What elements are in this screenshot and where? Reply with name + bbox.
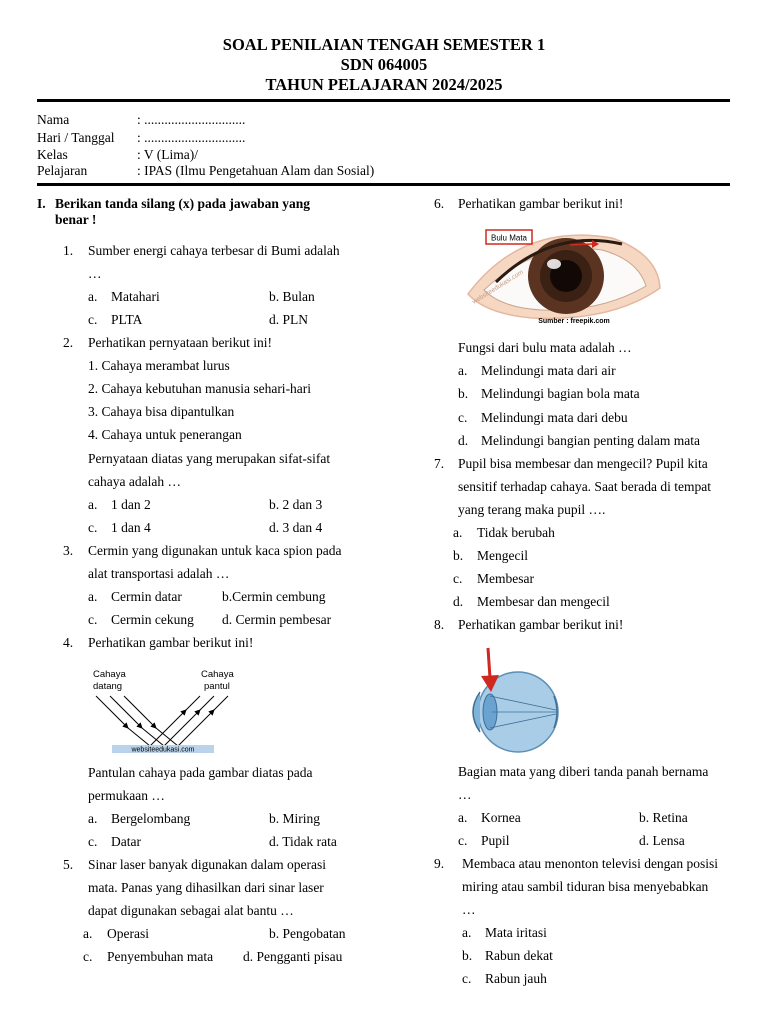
q6-option-d: Melindungi bangian penting dalam mata [481, 433, 700, 448]
q3-number: 3. [63, 543, 74, 558]
q4-option-c-letter: c. [88, 834, 98, 849]
label-arrow [570, 244, 592, 245]
q9-option-b: Rabun dekat [485, 948, 553, 963]
q3-text-2: alat transportasi adalah … [88, 566, 230, 581]
q8-number: 8. [434, 617, 445, 632]
eyelash-eye-image [462, 224, 666, 328]
q3-option-c: Cermin cekung [111, 612, 194, 627]
q8-option-b: b. Retina [639, 810, 688, 825]
q5-option-c-letter: c. [83, 949, 93, 964]
reflection-diagram [88, 664, 248, 756]
q6-option-a: Melindungi mata dari air [481, 363, 616, 378]
bulu-mata-label: Bulu Mata [490, 233, 528, 243]
q7-text-3: yang terang maka pupil …. [458, 502, 606, 517]
q7-option-d-letter: d. [453, 594, 464, 609]
image-watermark: websiteedukasi.com [471, 268, 525, 306]
q6-option-c: Melindungi mata dari debu [481, 410, 628, 425]
q8-text-1: Perhatikan gambar berikut ini! [458, 617, 624, 632]
q5-option-a-letter: a. [83, 926, 93, 941]
q2-option-c-letter: c. [88, 520, 98, 535]
q4-option-a-letter: a. [88, 811, 98, 826]
q2-text-1: Perhatikan pernyataan berikut ini! [88, 335, 273, 350]
q2-option-a-letter: a. [88, 497, 98, 512]
nama-label: Nama [37, 112, 70, 127]
q1-text-2: … [88, 266, 102, 281]
q4-option-b: b. Miring [269, 811, 321, 826]
q5-option-c: Penyembuhan mata [107, 949, 214, 964]
eye-anatomy-image [462, 644, 562, 756]
q1-text-1: Sumber energi cahaya terbesar di Bumi adalah [88, 243, 340, 258]
q7-option-b: Mengecil [477, 548, 528, 563]
reflected-rays [150, 696, 228, 746]
q4-text-3: permukaan … [88, 788, 165, 803]
q8-option-a: Kornea [481, 810, 521, 825]
title-line-2: SDN 064005 [340, 55, 428, 74]
q5-option-b: b. Pengobatan [269, 926, 346, 941]
q2-option-d: d. 3 dan 4 [269, 520, 323, 535]
q6-number: 6. [434, 196, 445, 211]
image-source: Sumber : freepik.com [538, 318, 610, 325]
q9-number: 9. [434, 856, 445, 871]
q6-option-b: Melindungi bagian bola mata [481, 386, 640, 401]
header-rule [37, 99, 730, 102]
q9-text-3: … [462, 902, 476, 917]
q1-option-a-letter: a. [88, 289, 98, 304]
q9-option-c: Rabun jauh [485, 971, 547, 986]
q4-option-c: Datar [111, 834, 141, 849]
info-rule [37, 183, 730, 186]
q1-option-c-letter: c. [88, 312, 98, 327]
diagram-label-pantul: pantul [204, 681, 230, 692]
pelajaran-field: : IPAS (Ilmu Pengetahuan Alam dan Sosial) [137, 163, 375, 178]
q6-option-a-letter: a. [458, 363, 468, 378]
q3-option-b: b.Cermin cembung [222, 589, 326, 604]
q9-option-b-letter: b. [462, 948, 473, 963]
q7-option-d: Membesar dan mengecil [477, 594, 610, 609]
q3-option-a-letter: a. [88, 589, 98, 604]
q5-text-1: Sinar laser banyak digunakan dalam operasi [88, 857, 327, 872]
q7-text-2: sensitif terhadap cahaya. Saat berada di tempat [458, 479, 712, 494]
q9-text-2: miring atau sambil tiduran bisa menyebabkan [462, 879, 709, 894]
q7-number: 7. [434, 456, 445, 471]
q4-text-1: Perhatikan gambar berikut ini! [88, 635, 254, 650]
q2-number: 2. [63, 335, 74, 350]
q9-option-a: Mata iritasi [485, 925, 547, 940]
q9-option-c-letter: c. [462, 971, 472, 986]
nama-field: : .............................. [137, 112, 246, 127]
q6-option-c-letter: c. [458, 410, 468, 425]
red-arrow-shaft [488, 648, 490, 678]
q2-statement-3: 3. Cahaya bisa dipantulkan [88, 404, 235, 419]
q3-text-1: Cermin yang digunakan untuk kaca spion pada [88, 543, 342, 558]
section-number: I. [37, 196, 46, 211]
q9-option-a-letter: a. [462, 925, 472, 940]
q1-option-c: PLTA [111, 312, 143, 327]
q5-option-a: Operasi [107, 926, 149, 941]
q3-option-d: d. Cermin pembesar [222, 612, 332, 627]
q3-option-c-letter: c. [88, 612, 98, 627]
q2-option-b: b. 2 dan 3 [269, 497, 323, 512]
cornea [473, 692, 480, 732]
q6-option-d-letter: d. [458, 433, 469, 448]
q2-statement-2: 2. Cahaya kebutuhan manusia sehari-hari [88, 381, 312, 396]
pelajaran-label: Pelajaran [37, 163, 88, 178]
incident-rays [96, 696, 178, 746]
q1-option-d: d. PLN [269, 312, 309, 327]
q7-option-a: Tidak berubah [477, 525, 555, 540]
q2-statement-1: 1. Cahaya merambat lurus [88, 358, 230, 373]
q8-option-d: d. Lensa [639, 833, 685, 848]
q2-text-3: cahaya adalah … [88, 474, 181, 489]
q4-option-d: d. Tidak rata [269, 834, 337, 849]
q5-text-3: dapat digunakan sebagai alat bantu … [88, 903, 294, 918]
q5-number: 5. [63, 857, 74, 872]
q2-option-a: 1 dan 2 [111, 497, 151, 512]
q1-number: 1. [63, 243, 74, 258]
title-line-1: SOAL PENILAIAN TENGAH SEMESTER 1 [222, 35, 546, 54]
q7-option-b-letter: b. [453, 548, 464, 563]
diagram-label-cahaya-1: Cahaya [93, 669, 126, 680]
q6-option-b-letter: b. [458, 386, 469, 401]
q6-text-1: Perhatikan gambar berikut ini! [458, 196, 624, 211]
q8-option-a-letter: a. [458, 810, 468, 825]
q5-option-d: d. Pengganti pisau [243, 949, 343, 964]
q1-option-b: b. Bulan [269, 289, 315, 304]
q1-option-a: Matahari [111, 289, 160, 304]
section-instruction-2: benar ! [55, 212, 97, 227]
q2-statement-4: 4. Cahaya untuk penerangan [88, 427, 242, 442]
q5-text-2: mata. Panas yang dihasilkan dari sinar laser [88, 880, 324, 895]
hari-field: : .............................. [137, 130, 246, 145]
q3-option-a: Cermin datar [111, 589, 182, 604]
section-instruction-1: Berikan tanda silang (x) pada jawaban yang [55, 196, 311, 211]
q2-text-2: Pernyataan diatas yang merupakan sifat-sifat [88, 451, 331, 466]
diagram-source: websiteedukasi.com [131, 746, 195, 754]
q8-option-c-letter: c. [458, 833, 468, 848]
q4-option-a: Bergelombang [111, 811, 191, 826]
diagram-label-cahaya-2: Cahaya [201, 669, 234, 680]
q4-text-2: Pantulan cahaya pada gambar diatas pada [88, 765, 313, 780]
q2-option-c: 1 dan 4 [111, 520, 151, 535]
kelas-field: : V (Lima)/ [137, 147, 198, 162]
title-line-3: TAHUN PELAJARAN 2024/2025 [265, 75, 503, 94]
diagram-label-datang: datang [93, 681, 123, 692]
kelas-label: Kelas [37, 147, 68, 162]
q7-option-c-letter: c. [453, 571, 463, 586]
q8-text-2: Bagian mata yang diberi tanda panah bernama [458, 764, 709, 779]
q8-text-3: … [458, 787, 472, 802]
q8-option-c: Pupil [481, 833, 510, 848]
q7-option-c: Membesar [477, 571, 534, 586]
hari-label: Hari / Tanggal [37, 130, 115, 145]
q6-text-2: Fungsi dari bulu mata adalah … [458, 340, 632, 355]
q7-option-a-letter: a. [453, 525, 463, 540]
q7-text-1: Pupil bisa membesar dan mengecil? Pupil kita [458, 456, 708, 471]
q4-number: 4. [63, 635, 74, 650]
q9-text-1: Membaca atau menonton televisi dengan posisi [462, 856, 719, 871]
